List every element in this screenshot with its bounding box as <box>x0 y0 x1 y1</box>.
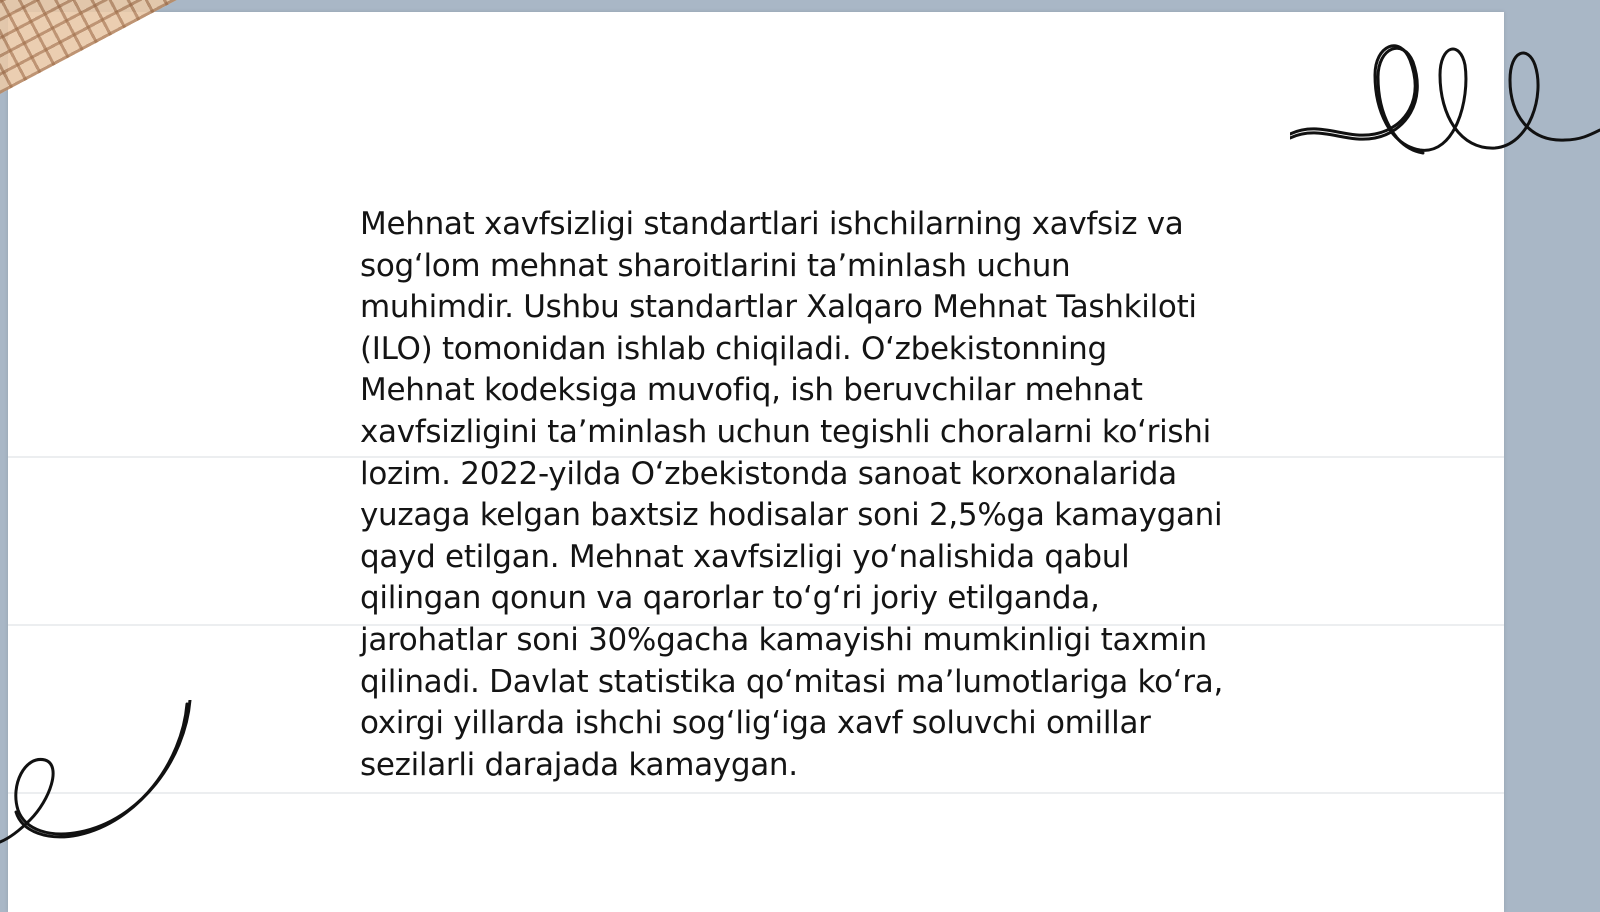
loop-doodle-bottom-left-icon <box>0 700 200 850</box>
body-paragraph: Mehnat xavfsizligi standartlari ishchilarning xavfsiz va sog‘lom mehnat sharoitlarini ta’minlash uchun muhimdir. Ushbu standartlar Xalqaro Mehnat Tashkiloti (ILO) tomonidan ishlab chiqiladi. O‘zbekistonning Mehnat kodeksiga muvofiq, ish beruvchilar mehnat xavfsizligini ta’minlash uchun tegishli choralarni ko‘rishi lozim. 2022-yilda O‘zbekistonda sanoat korxonalarida yuzaga kelgan baxtsiz hodisalar soni 2,5%ga kamaygani qayd etilgan. Mehnat xavfsizligi yo‘nalishida qabul qilingan qonun va qarorlar to‘g‘ri joriy etilganda, jarohatlar soni 30%gacha kamayishi mumkinligi taxmin qilinadi. Davlat statistika qo‘mitasi ma’lumotlariga ko‘ra, oxirgi yillarda ishchi sog‘lig‘iga xavf soluvchi omillar sezilarli darajada kamaygan. <box>360 206 1224 783</box>
loop-doodle-top-right-icon <box>1290 30 1600 160</box>
ruled-line <box>8 792 1504 794</box>
